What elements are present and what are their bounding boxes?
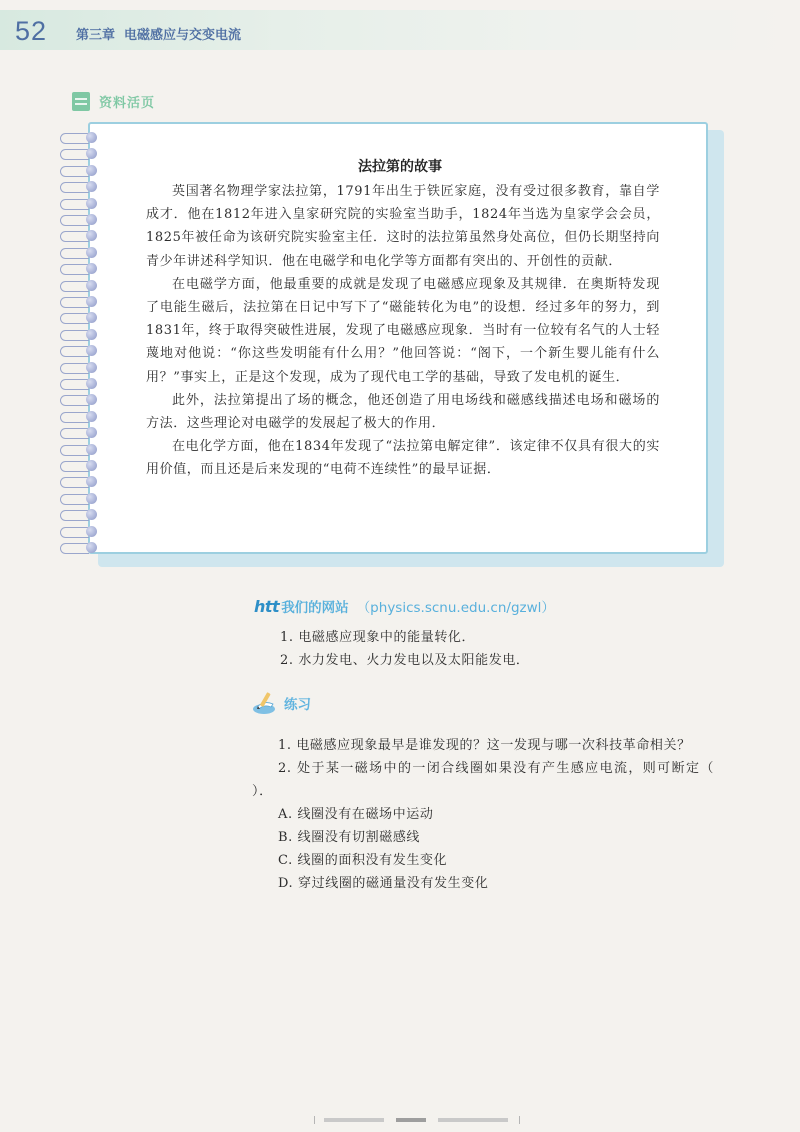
story-body <box>146 180 660 482</box>
exercise-question: 1. 电磁感应现象最早是谁发现的？这一发现与哪一次科技革命相关？ <box>278 738 691 753</box>
section-label: 资料活页 <box>99 95 156 111</box>
binding-ring <box>58 362 108 374</box>
binding-ring <box>58 230 108 242</box>
binding-ring <box>58 493 108 505</box>
list-item: 2. 水力发电、火力发电以及太阳能发电． <box>280 653 530 668</box>
page-number: 52 <box>15 16 48 46</box>
binding-ring <box>58 198 108 210</box>
binding-ring <box>58 509 108 521</box>
binding-ring <box>58 444 108 456</box>
section-tag <box>72 90 155 112</box>
story-paragraph: 此外，法拉第提出了场的概念，他还创造了用电场线和磁感线描述电场和磁场的方法．这些理论对电磁学的发展起了极大的作用． <box>146 392 660 432</box>
exercise-option: A. 线圈没有在磁场中运动 <box>278 807 434 822</box>
binding-ring <box>58 263 108 275</box>
story-paragraph: 在电化学方面，他在1834年发现了“法拉第电解定律”．该定律不仅具有很大的实用价值，而且还是后来发现的“电荷不连续性”的最早证据． <box>146 439 660 478</box>
document-icon <box>72 92 90 111</box>
binding-ring <box>58 247 108 259</box>
story-title: 法拉第的故事 <box>358 159 442 175</box>
practice-tag <box>252 690 311 716</box>
website-label: 我们的网站 <box>281 600 349 616</box>
binding-ring <box>58 280 108 292</box>
binding-ring <box>58 378 108 390</box>
binding-ring <box>58 181 108 193</box>
practice-label: 练习 <box>284 697 311 713</box>
story-paragraph: 在电磁学方面，他最重要的成就是发现了电磁感应现象及其规律．在奥斯特发现了电能生磁后，法拉第在日记中写下了“磁能转化为电”的设想．经过多年的努力，到1831年，终于取得突破性进展，发现了电磁感应现象．当时有一位较有名气的人士轻蔑地对他说：“你这些发明能有什么用？”他回答说：“阁下，一个新生婴儿能有什么用？”事实上，正是这个发现，成为了现代电工学的基础，导致了发电机的诞生． <box>146 276 660 385</box>
binding-ring <box>58 476 108 488</box>
binding-ring <box>58 345 108 357</box>
binding-ring <box>58 312 108 324</box>
pencil-note-icon <box>252 690 278 716</box>
binding-ring <box>58 329 108 341</box>
binding-ring <box>58 296 108 308</box>
binding-ring <box>58 148 108 160</box>
binding-ring <box>58 460 108 472</box>
exercise-option: D. 穿过线圈的磁通量没有发生变化 <box>278 876 489 891</box>
chapter-title: 第三章 电磁感应与交变电流 <box>76 28 242 43</box>
exercise-option: B. 线圈没有切割磁感线 <box>278 830 421 845</box>
binding-ring <box>58 411 108 423</box>
website-line <box>254 596 555 616</box>
binding-ring <box>58 214 108 226</box>
story-paragraph: 英国著名物理学家法拉第，1791年出生于铁匠家庭，没有受过很多教育，靠自学成才．他在1812年进入皇家研究院的实验室当助手，1824年当选为皇家学会会员，1825年被任命为该研究院实验室主任．这时的法拉第虽然身处高位，但仍长期坚持向青少年讲述科学知识．他在电磁学和电化学等方面都有突出的、开创性的贡献． <box>146 184 660 269</box>
exercise-option: C. 线圈的面积没有发生变化 <box>278 853 448 868</box>
exercise-block <box>252 734 714 895</box>
binding-ring <box>58 542 108 554</box>
binding-ring <box>58 132 108 144</box>
binding-ring <box>58 394 108 406</box>
binding-ring <box>58 526 108 538</box>
scan-footer-marks <box>314 1116 520 1124</box>
binding-ring <box>58 165 108 177</box>
website-logo-icon: htt <box>254 597 280 616</box>
notebook-rings <box>58 128 108 558</box>
exercise-question: 2. 处于某一磁场中的一闭合线圈如果没有产生感应电流，则可断定（ ）． <box>252 761 714 799</box>
website-topics <box>280 626 720 672</box>
website-url[interactable]: （physics.scnu.edu.cn/gzwl） <box>356 600 555 616</box>
binding-ring <box>58 427 108 439</box>
list-item: 1. 电磁感应现象中的能量转化． <box>280 630 476 645</box>
